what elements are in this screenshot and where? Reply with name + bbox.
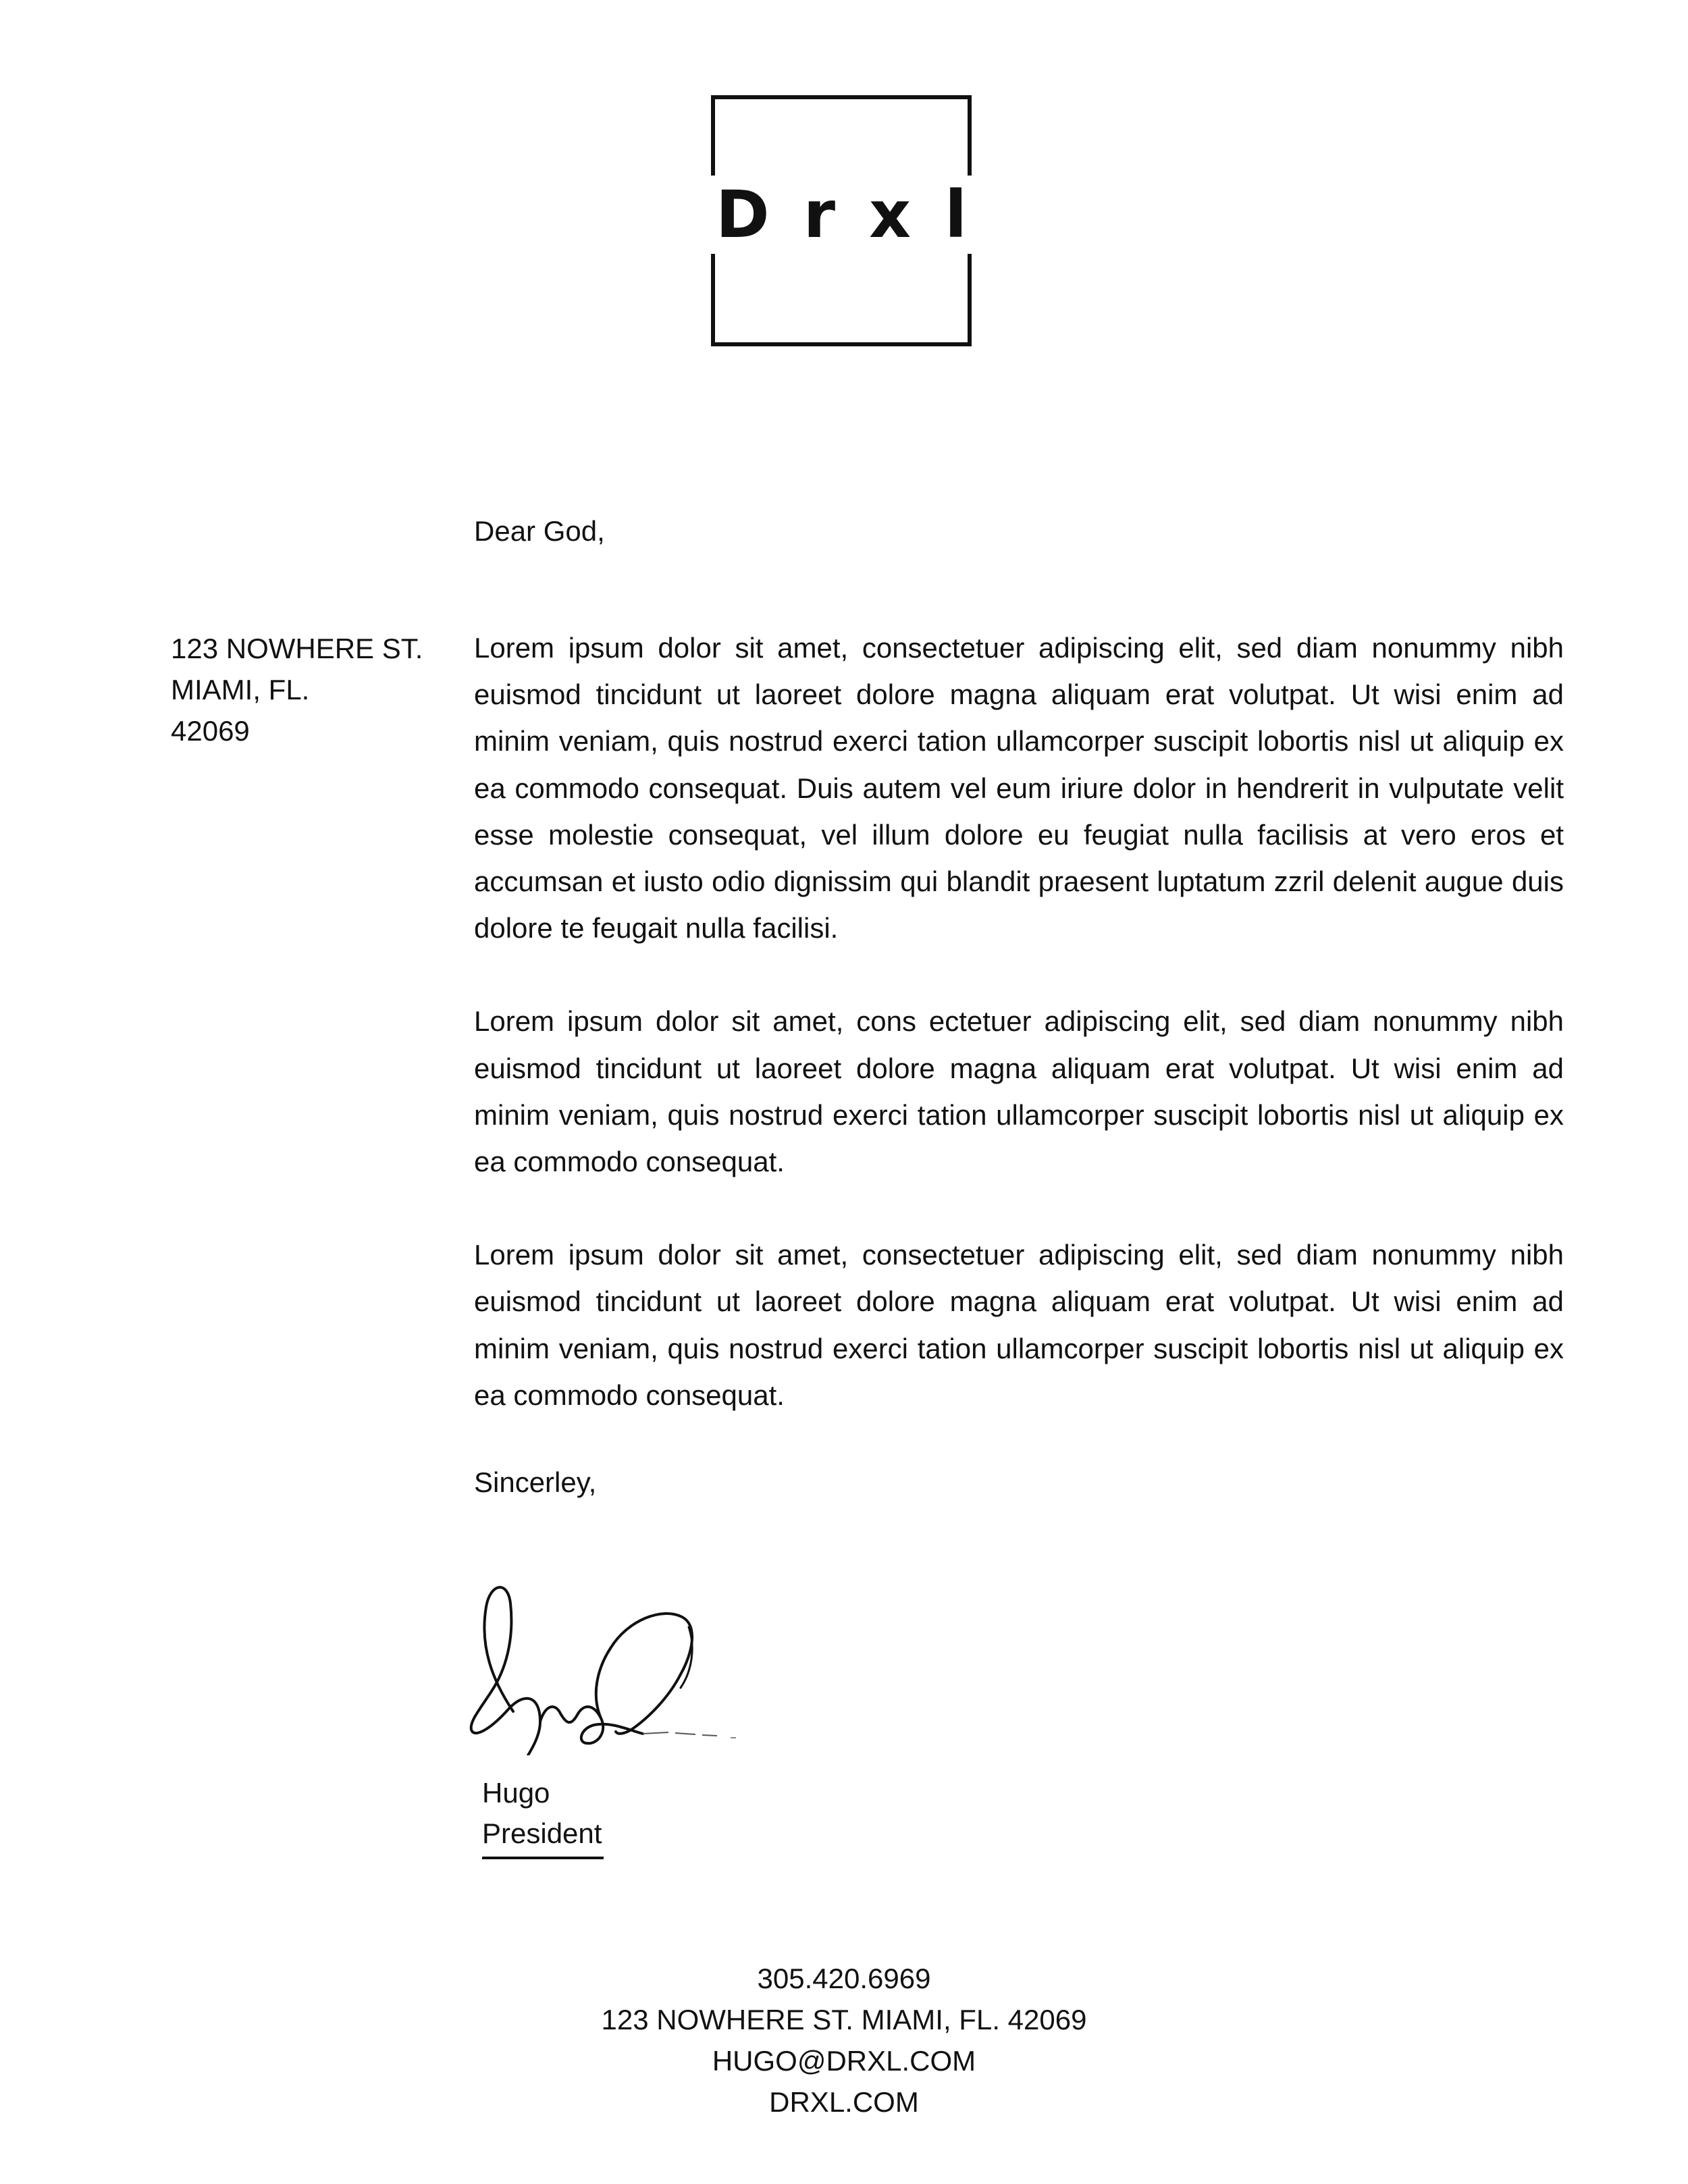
salutation: Dear God, [474,515,605,547]
footer-email: HUGO@DRXL.COM [712,2045,976,2077]
signer-underline [482,1857,604,1859]
address-street: 123 NOWHERE ST. [171,633,423,664]
footer-website: DRXL.COM [769,2086,919,2118]
footer-phone: 305.420.6969 [757,1963,931,1994]
body-paragraph-1: Lorem ipsum dolor sit amet, consectetuer adipiscing elit, sed diam nonummy nibh euismod tincidunt ut laoreet dolore magna aliquam erat volutpat. Ut wisi enim ad minim veniam, quis nostrud exerci tation ullamcorper suscipit lobortis nisl ut aliquip ex ea commodo consequat. Duis autem vel eum iriure dolor in hendrerit in vulputate velit esse molestie consequat, vel illum dolore eu feugiat nulla facilisis at vero eros et accumsan et iusto odio dignissim qui blandit praesent luptatum zzril delenit augue duis dolore te feugait nulla facilisi. [474,632,1564,944]
signature [466,1553,763,1755]
body-paragraph-2: Lorem ipsum dolor sit amet, cons ectetuer adipiscing elit, sed diam nonummy nibh euismod tincidunt ut laoreet dolore magna aliquam erat volutpat. Ut wisi enim ad minim veniam, quis nostrud exerci tation ullamcorper suscipit lobortis nisl ut aliquip ex ea commodo consequat. [474,1005,1564,1178]
logo-text: Drxl [716,177,967,252]
body-paragraph-3: Lorem ipsum dolor sit amet, consectetuer adipiscing elit, sed diam nonummy nibh euismod tincidunt ut laoreet dolore magna aliquam erat volutpat. Ut wisi enim ad minim veniam, quis nostrud exerci tation ullamcorper suscipit lobortis nisl ut aliquip ex ea commodo consequat. [474,1239,1564,1411]
company-logo [711,95,972,346]
signer-title: President [482,1817,602,1849]
footer-contact [0,1958,1688,2123]
address-zip: 42069 [171,715,250,747]
closing: Sincerley, [474,1466,597,1498]
sender-address [171,628,441,751]
address-city: MIAMI, FL. [171,674,310,705]
signer-name: Hugo [482,1777,550,1809]
letter-body [474,624,1564,1465]
logo-frame-bottom [713,256,970,344]
footer-address: 123 NOWHERE ST. MIAMI, FL. 42069 [601,2004,1087,2035]
logo-frame-top [713,97,970,174]
signer-block [482,1773,602,1854]
